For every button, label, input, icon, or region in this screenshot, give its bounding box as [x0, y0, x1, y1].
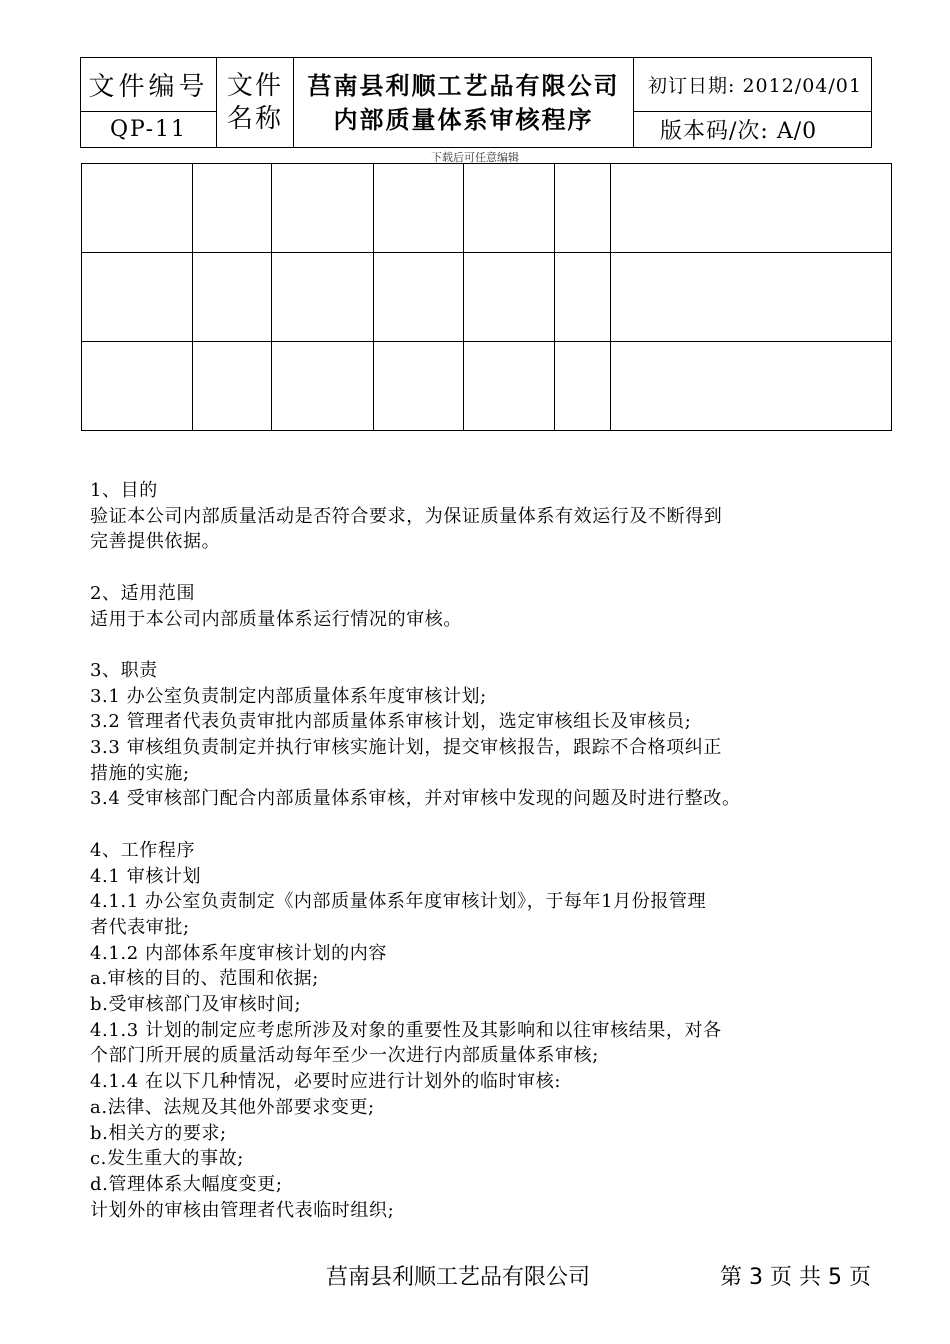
paragraph-line: 适用于本公司内部质量体系运行情况的审核。	[90, 608, 462, 630]
paragraph-line: 4.1.3 计划的制定应考虑所涉及对象的重要性及其影响和以往审核结果，对各	[90, 1019, 722, 1041]
paragraph-line: 4.1.1 办公室负责制定《内部质量体系年度审核计划》，于每年1月份报管理	[90, 891, 707, 913]
doc-name-label-line1: 文件	[226, 70, 283, 101]
doc-title: 内部质量体系审核程序	[333, 105, 594, 134]
paragraph-line: b.受审核部门及审核时间;	[90, 994, 302, 1016]
paragraph-line: d.管理体系大幅度变更;	[90, 1173, 283, 1195]
paragraph-line: a.审核的目的、范围和依据;	[90, 968, 319, 990]
section-heading-procedure: 4、工作程序	[90, 839, 196, 861]
revision-date: 初订日期: 2012/04/01	[634, 58, 872, 112]
paragraph-line: 3.2 管理者代表负责审批内部质量体系审核计划，选定审核组长及审核员;	[90, 711, 692, 733]
paragraph-line: 3.4 受审核部门配合内部质量体系审核，并对审核中发现的问题及时进行整改。	[90, 788, 741, 810]
paragraph-line: 者代表审批;	[90, 916, 190, 938]
paragraph-line: 验证本公司内部质量活动是否符合要求，为保证质量体系有效运行及不断得到	[90, 505, 723, 527]
download-note: 下载后可任意编辑	[431, 151, 519, 164]
company-name: 莒南县利顺工艺品有限公司	[307, 71, 620, 100]
footer-company: 莒南县利顺工艺品有限公司	[326, 1265, 591, 1290]
paragraph-line: b.相关方的要求;	[90, 1122, 227, 1144]
doc-number-label: 文件编号	[81, 58, 217, 112]
doc-name-label	[217, 58, 294, 148]
section-heading-scope: 2、适用范围	[90, 582, 196, 604]
paragraph-line: 措施的实施;	[90, 762, 190, 784]
empty-grid-table	[81, 163, 892, 431]
doc-name-label-line2: 名称	[226, 103, 283, 134]
paragraph-line: a.法律、法规及其他外部要求变更;	[90, 1096, 375, 1118]
table-row	[82, 342, 892, 431]
table-row	[82, 253, 892, 342]
paragraph-line: 4.1.4 在以下几种情况，必要时应进行计划外的临时审核:	[90, 1071, 561, 1093]
procedure-body	[90, 478, 880, 1223]
doc-title-cell	[294, 58, 634, 148]
section-heading-purpose: 1、目的	[90, 480, 158, 501]
paragraph-line: 3.3 审核组负责制定并执行审核实施计划，提交审核报告，跟踪不合格项纠正	[90, 737, 722, 758]
document-header-table	[80, 57, 872, 148]
doc-number: QP-11	[81, 112, 217, 148]
section-heading-responsibilities: 3、职责	[90, 659, 158, 681]
paragraph-line: 完善提供依据。	[90, 531, 221, 553]
paragraph-line: 3.1 办公室负责制定内部质量体系年度审核计划;	[90, 685, 487, 707]
table-row	[82, 164, 892, 253]
paragraph-line: 计划外的审核由管理者代表临时组织;	[90, 1199, 395, 1221]
paragraph-line: c.发生重大的事故;	[90, 1148, 244, 1170]
paragraph-line: 4.1.2 内部体系年度审核计划的内容	[90, 942, 387, 964]
paragraph-line: 4.1 审核计划	[90, 865, 202, 887]
version-code: 版本码/次: A/0	[634, 112, 872, 148]
footer-page-number: 第 3 页 共 5 页	[720, 1265, 871, 1290]
paragraph-line: 个部门所开展的质量活动每年至少一次进行内部质量体系审核;	[90, 1045, 599, 1067]
